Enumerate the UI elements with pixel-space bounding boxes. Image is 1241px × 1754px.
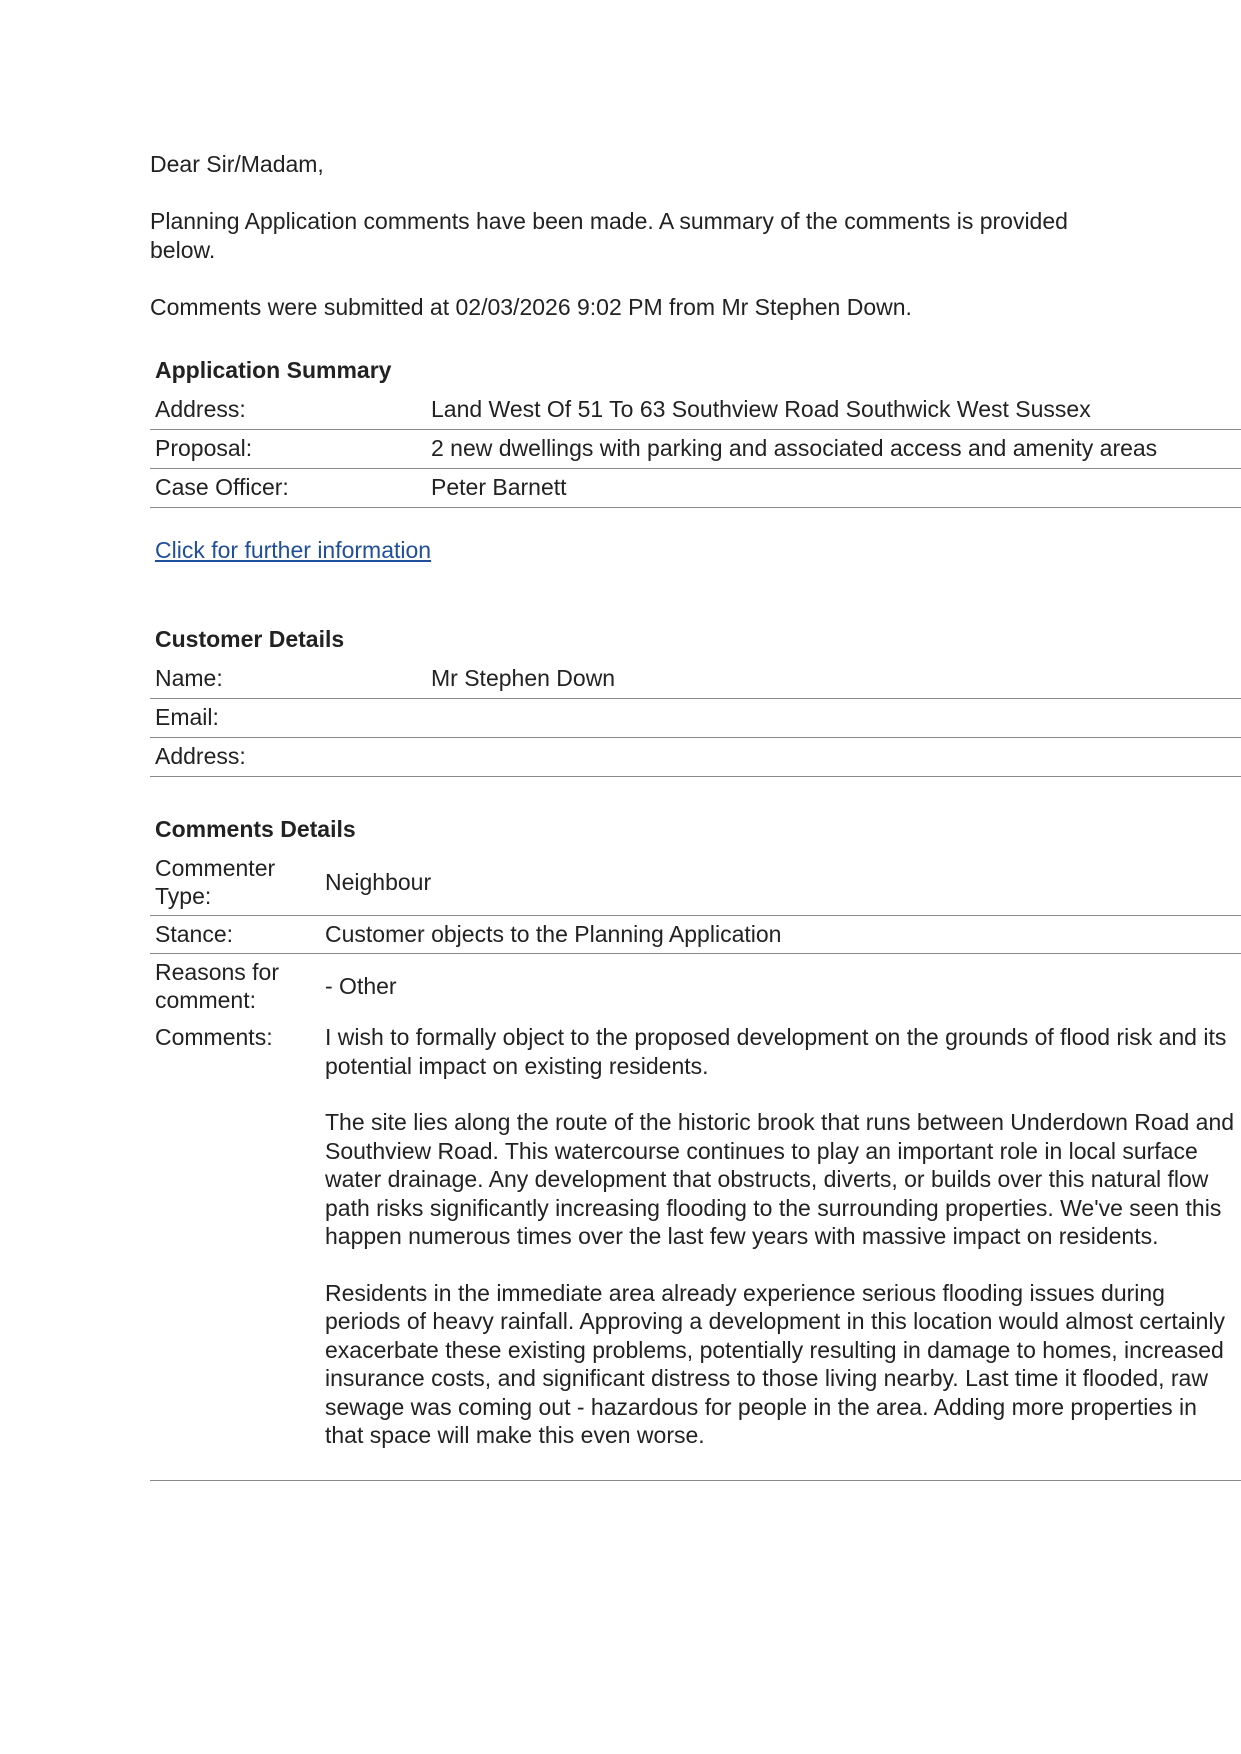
customer-email-value <box>431 703 1241 732</box>
customer-row-name <box>150 660 1241 699</box>
submitted-text: Comments were submitted at 02/03/2026 9:02 PM from Mr Stephen Down. <box>150 294 912 320</box>
commenter-type-value: Neighbour <box>325 869 432 895</box>
application-summary-title: Application Summary <box>155 357 392 383</box>
reasons-label: Reasons for comment: <box>155 959 280 1013</box>
stance-label: Stance: <box>155 921 233 947</box>
summary-case-officer-label: Case Officer: <box>155 474 289 500</box>
comments-row-stance <box>150 916 1241 954</box>
intro-text: Planning Application comments have been made. A summary of the comments is provided below. <box>150 208 1068 263</box>
summary-row-proposal <box>150 430 1241 469</box>
customer-details-title: Customer Details <box>155 626 345 652</box>
comments-row-comments <box>150 1019 1241 1481</box>
comments-label: Comments: <box>155 1024 273 1050</box>
summary-proposal-label: Proposal: <box>155 435 253 461</box>
comments-row-reasons <box>150 954 1241 1019</box>
letter-page <box>150 150 1241 1481</box>
commenter-type-label: Commenter Type: <box>155 855 276 909</box>
customer-address-label: Address: <box>155 743 246 769</box>
summary-case-officer-value: Peter Barnett <box>431 474 567 500</box>
summary-proposal-value: 2 new dwellings with parking and associated access and amenity areas <box>431 435 1158 461</box>
customer-email-label: Email: <box>155 704 219 730</box>
greeting: Dear Sir/Madam, <box>150 151 324 177</box>
further-info-row <box>150 536 1241 565</box>
customer-row-email <box>150 699 1241 738</box>
comment-paragraph: I wish to formally object to the proposed development on the grounds of flood risk and its potential impact on existing residents. <box>325 1024 1227 1079</box>
customer-row-address <box>150 738 1241 777</box>
further-info-link[interactable]: Click for further information <box>155 537 432 563</box>
comment-paragraph: Residents in the immediate area already experience serious flooding issues during periods of heavy rainfall. Approving a development in this location would almost certainly exacerbate these existing problems, potentially resulting in damage to homes, increased insurance costs, and significant distress to those living nearby. Last time it flooded, raw sewage was coming out - hazardous for people in the area. Adding more properties in that space will make this even worse. <box>325 1279 1226 1448</box>
reasons-value: - Other <box>325 973 397 999</box>
summary-row-address <box>150 391 1241 430</box>
customer-name-label: Name: <box>155 665 223 691</box>
summary-address-label: Address: <box>155 396 246 422</box>
customer-name-value: Mr Stephen Down <box>431 665 616 691</box>
application-summary-section <box>150 356 1241 565</box>
summary-row-case-officer <box>150 469 1241 508</box>
comments-row-commenter-type <box>150 850 1241 916</box>
comments-details-section <box>150 815 1241 1481</box>
customer-address-value <box>431 742 1241 771</box>
comment-paragraph: The site lies along the route of the historic brook that runs between Underdown Road and Southview Road. This watercourse continues to play an important role in local surface water drainage. Any development that obstructs, diverts, or builds over this natural flow path risks significantly increasing flooding to the surrounding properties. We've seen this happen numerous times over the last few years with massive impact on residents. <box>325 1109 1235 1249</box>
comments-body <box>325 1023 1241 1450</box>
customer-details-section <box>150 625 1241 777</box>
summary-address-value: Land West Of 51 To 63 Southview Road Southwick West Sussex <box>431 396 1091 422</box>
stance-value: Customer objects to the Planning Application <box>325 921 782 947</box>
comments-details-title: Comments Details <box>155 816 356 842</box>
